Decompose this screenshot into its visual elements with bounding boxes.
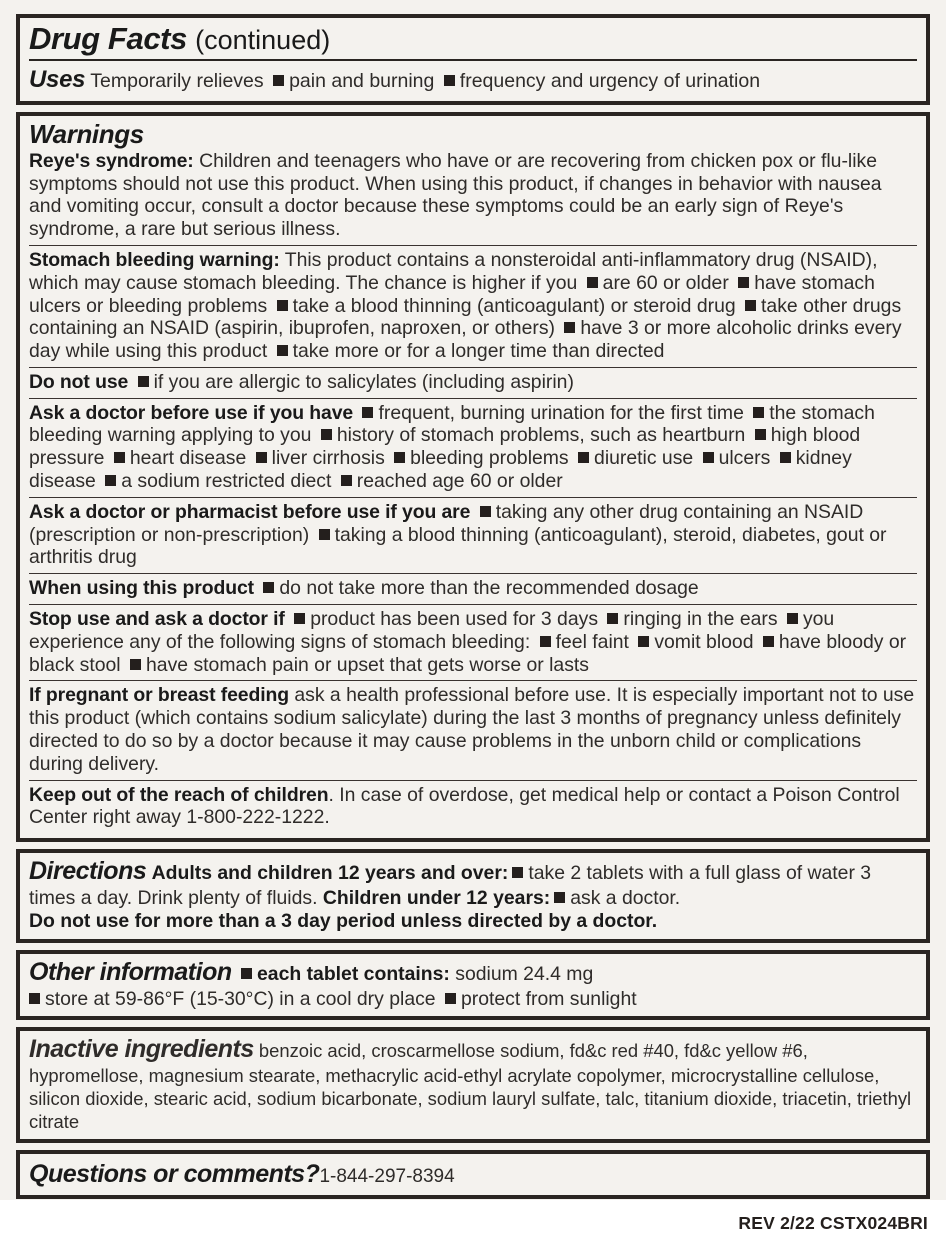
warning-ask-pharmacist bbox=[29, 497, 917, 573]
drug-facts-title: Drug Facts bbox=[29, 21, 187, 56]
bullet-square-icon bbox=[29, 993, 40, 1004]
ask-doctor-bullet-2: history of stomach problems, such as heartburn bbox=[336, 424, 746, 447]
bullet-square-icon bbox=[755, 429, 766, 440]
reye-label: Reye's syndrome: bbox=[29, 149, 194, 172]
warning-stomach-bleeding bbox=[29, 245, 917, 367]
inactive-ingredients-text: benzoic acid, croscarmellose sodium, fd&c red #40, fd&c yellow #6, hypromellose, magnesium stearate, methacrylic acid-ethyl acrylate copolymer, microcrystalline cellulose, silicon dioxide, stearic acid, sodium bicarbonate, sodium lauryl sulfate, talc, titanium dioxide, triacetin, triethyl citrate bbox=[29, 1040, 912, 1132]
warning-do-not-use bbox=[29, 367, 917, 398]
questions-box bbox=[16, 1150, 930, 1199]
header-box bbox=[16, 14, 930, 105]
ask-doctor-bullet-1: the stomach bleeding warning applying to you bbox=[29, 401, 875, 447]
bullet-square-icon bbox=[512, 867, 523, 878]
bullet-square-icon bbox=[780, 452, 791, 463]
warning-stop-use bbox=[29, 604, 917, 680]
directions-children-text: ask a doctor. bbox=[570, 886, 681, 909]
revision-code: REV 2/22 CSTX024BRI bbox=[738, 1212, 928, 1233]
directions-adults-text: take 2 tablets with a full glass of water 3 times a day. Drink plenty of fluids. bbox=[29, 862, 872, 909]
ask-doctor-bullet-8: ulcers bbox=[718, 447, 771, 470]
directions-box bbox=[16, 849, 930, 943]
warning-ask-doctor bbox=[29, 398, 917, 497]
stomach-bullet-5: take more or for a longer time than directed bbox=[292, 340, 665, 363]
uses-label: Uses bbox=[29, 65, 86, 93]
bullet-square-icon bbox=[745, 300, 756, 311]
ask-doctor-bullet-9: kidney disease bbox=[29, 447, 852, 493]
bullet-square-icon bbox=[578, 452, 589, 463]
bullet-square-icon bbox=[587, 277, 598, 288]
page-title bbox=[29, 21, 917, 59]
ask-doctor-bullet-0: frequent, burning urination for the first time bbox=[378, 401, 744, 424]
bullet-square-icon bbox=[394, 452, 405, 463]
stop-use-bullet-3: feel faint bbox=[555, 630, 629, 653]
bullet-square-icon bbox=[607, 613, 618, 624]
ask-doctor-bullet-11: reached age 60 or older bbox=[356, 470, 563, 493]
bullet-square-icon bbox=[105, 475, 116, 486]
questions-content bbox=[29, 1157, 917, 1192]
uses-section bbox=[29, 63, 917, 98]
ask-doctor-bullet-3: high blood pressure bbox=[29, 424, 861, 470]
when-using-label: When using this product bbox=[29, 577, 254, 600]
reye-text: Children and teenagers who have or are recovering from chicken pox or flu-like symptoms should not use this product. When using this product, if changes in behavior with nausea and vomiting occur, consult a doctor because these symptoms could be an early sign of Reye's syndrome, a rare but serious illness. bbox=[29, 149, 882, 241]
ask-doctor-bullet-7: diuretic use bbox=[594, 447, 694, 470]
directions-children-label: Children under 12 years: bbox=[322, 886, 551, 909]
stop-use-bullet-4: vomit blood bbox=[654, 630, 754, 653]
ask-pharmacist-label: Ask a doctor or pharmacist before use if you are bbox=[29, 500, 471, 523]
bullet-square-icon bbox=[753, 407, 764, 418]
stop-use-bullet-5: have bloody or black stool bbox=[29, 630, 907, 676]
storage-text: store at 59-86°F (15-30°C) in a cool dry place bbox=[45, 987, 436, 1010]
do-not-use-bullet-0: if you are allergic to salicylates (including aspirin) bbox=[153, 370, 574, 393]
bullet-square-icon bbox=[554, 892, 565, 903]
warning-pregnancy bbox=[29, 680, 917, 779]
stop-use-label: Stop use and ask a doctor if bbox=[29, 608, 285, 631]
other-information-box bbox=[16, 950, 930, 1020]
directions-closing: Do not use for more than a 3 day period unless directed by a doctor. bbox=[29, 910, 658, 933]
ask-doctor-bullet-5: liver cirrhosis bbox=[271, 447, 385, 470]
bullet-square-icon bbox=[256, 452, 267, 463]
pregnancy-label: If pregnant or breast feeding bbox=[29, 684, 289, 707]
uses-bullet-1: frequency and urgency of urination bbox=[459, 69, 761, 92]
stomach-bullet-3: take other drugs containing an NSAID (aspirin, ibuprofen, naproxen, or others) bbox=[29, 294, 902, 340]
stomach-text: This product contains a nonsteroidal anti-inflammatory drug (NSAID), which may cause stomach bleeding. The chance is higher if you bbox=[29, 248, 878, 294]
other-information-title: Other information bbox=[29, 958, 232, 987]
ask-doctor-bullet-10: a sodium restricted diect bbox=[121, 470, 332, 493]
bullet-square-icon bbox=[540, 636, 551, 647]
stomach-label: Stomach bleeding warning: bbox=[29, 248, 280, 271]
bullet-square-icon bbox=[273, 75, 284, 86]
other-information-content bbox=[29, 957, 917, 988]
bullet-square-icon bbox=[294, 613, 305, 624]
continued-label: (continued) bbox=[195, 25, 331, 55]
stop-use-bullet-1: ringing in the ears bbox=[623, 608, 778, 631]
directions-content bbox=[29, 856, 917, 910]
questions-phone: 1-844-297-8394 bbox=[319, 1165, 455, 1187]
directions-adults-label: Adults and children 12 years and over: bbox=[151, 862, 509, 885]
warnings-box bbox=[16, 112, 930, 843]
keep-out-text: . In case of overdose, get medical help or contact a Poison Control Center right away 1-800-222-1222. bbox=[29, 783, 900, 829]
stomach-bullet-1: have stomach ulcers or bleeding problems bbox=[29, 271, 875, 317]
uses-bullet-0: pain and burning bbox=[289, 69, 435, 92]
keep-out-label: Keep out of the reach of children bbox=[29, 783, 329, 806]
do-not-use-label: Do not use bbox=[29, 370, 129, 393]
bullet-square-icon bbox=[263, 582, 274, 593]
bullet-square-icon bbox=[341, 475, 352, 486]
bullet-square-icon bbox=[114, 452, 125, 463]
stomach-bullet-0: are 60 or older bbox=[602, 271, 729, 294]
uses-intro: Temporarily relieves bbox=[90, 69, 264, 92]
bullet-square-icon bbox=[138, 376, 149, 387]
warning-when-using bbox=[29, 573, 917, 604]
inactive-ingredients-title: Inactive ingredients bbox=[29, 1035, 254, 1064]
stop-use-bullet-2: you experience any of the following signs of stomach bleeding: bbox=[29, 608, 835, 653]
warning-reye-syndrome bbox=[29, 150, 917, 245]
bullet-square-icon bbox=[564, 322, 575, 333]
bullet-square-icon bbox=[444, 75, 455, 86]
header-divider bbox=[29, 59, 917, 61]
bullet-square-icon bbox=[277, 300, 288, 311]
tablet-contains-label: each tablet contains: bbox=[257, 963, 450, 986]
inactive-ingredients-content bbox=[29, 1034, 917, 1133]
bullet-square-icon bbox=[445, 993, 456, 1004]
warnings-title: Warnings bbox=[29, 118, 144, 149]
warning-keep-out-of-reach bbox=[29, 780, 917, 834]
inactive-ingredients-box bbox=[16, 1027, 930, 1142]
stop-use-bullet-6: have stomach pain or upset that gets worse or lasts bbox=[146, 653, 589, 676]
bullet-square-icon bbox=[738, 277, 749, 288]
other-information-storage bbox=[29, 988, 917, 1012]
pregnancy-text: ask a health professional before use. It is especially important not to use this product (which contains sodium salicylate) during the last 3 months of pregnancy unless definitely directed to do so by a doctor because it may cause problems in the unborn child or complications during delivery. bbox=[29, 684, 915, 775]
bullet-square-icon bbox=[319, 529, 330, 540]
bullet-square-icon bbox=[787, 613, 798, 624]
sunlight-text: protect from sunlight bbox=[460, 987, 637, 1010]
when-using-bullet-0: do not take more than the recommended dosage bbox=[279, 577, 699, 600]
bullet-square-icon bbox=[321, 429, 332, 440]
stomach-bullet-2: take a blood thinning (anticoagulant) or steroid drug bbox=[292, 294, 736, 317]
ask-doctor-bullet-6: bleeding problems bbox=[410, 447, 569, 470]
questions-title: Questions or comments? bbox=[29, 1159, 320, 1188]
bullet-square-icon bbox=[241, 968, 252, 979]
ask-pharmacist-bullet-1: taking a blood thinning (anticoagulant), steroid, diabetes, gout or arthritis drug bbox=[29, 523, 887, 569]
directions-title: Directions bbox=[29, 857, 147, 886]
bullet-square-icon bbox=[638, 636, 649, 647]
stop-use-bullet-0: product has been used for 3 days bbox=[310, 608, 599, 631]
bullet-square-icon bbox=[362, 407, 373, 418]
bullet-square-icon bbox=[703, 452, 714, 463]
bullet-square-icon bbox=[480, 506, 491, 517]
tablet-contains-value: sodium 24.4 mg bbox=[455, 963, 594, 986]
bullet-square-icon bbox=[277, 345, 288, 356]
ask-pharmacist-bullet-0: taking any other drug containing an NSAID (prescription or non-prescription) bbox=[29, 500, 864, 546]
ask-doctor-bullet-4: heart disease bbox=[129, 447, 247, 470]
stomach-bullet-4: have 3 or more alcoholic drinks every day while using this product bbox=[29, 317, 902, 363]
bullet-square-icon bbox=[130, 659, 141, 670]
bullet-square-icon bbox=[763, 636, 774, 647]
ask-doctor-label: Ask a doctor before use if you have bbox=[29, 401, 354, 424]
